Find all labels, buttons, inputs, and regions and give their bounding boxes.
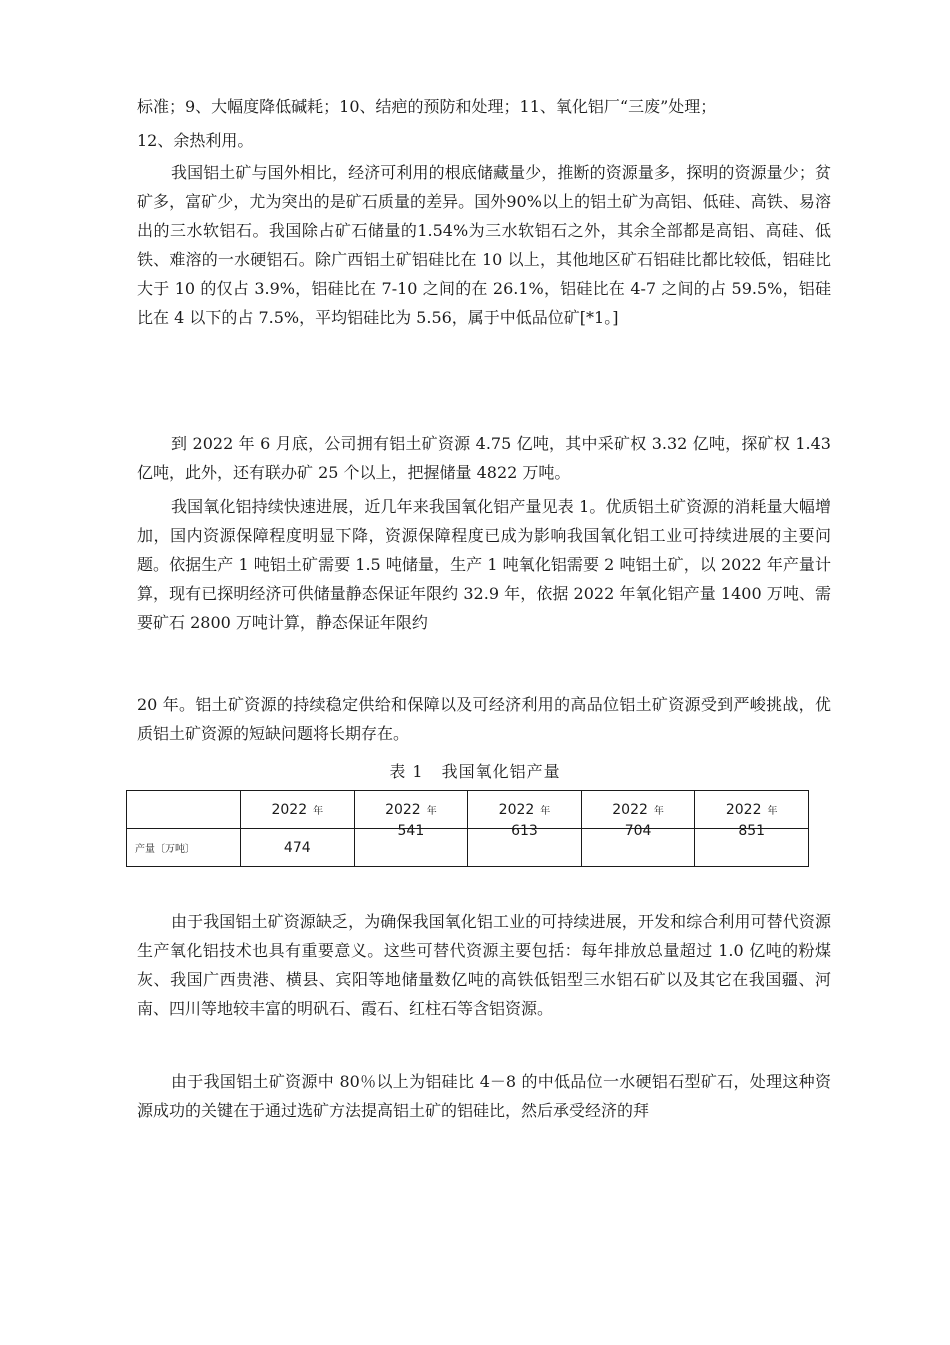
table-header-cell: 2022 年 bbox=[581, 791, 695, 829]
table-caption-title: 我国氧化铝产量 bbox=[441, 762, 561, 781]
paragraph-alternative-resources: 由于我国铝土矿资源缺乏，为确保我国氧化铝工业的可持续进展，开发和综合利用可替代资源生产氧化铝技术也具有重要意义。这些可替代资源主要包括：每年排放总量超过 1.0 亿吨的粉煤灰、我国广西贵港、横县、宾阳等地储量数亿吨的高铁低铝型三水铝石矿以及其它在我国疆、河南、四川等地较丰富的明矾石、霞石、红柱石等含铝资源。 bbox=[137, 912, 831, 1018]
table-caption bbox=[0, 760, 950, 784]
paragraph-continuation-line-2: 12、余热利用。 bbox=[137, 131, 254, 150]
paragraph-bauxite-comparison: 我国铝土矿与国外相比，经济可利用的根底储藏量少，推断的资源量多，探明的资源量少；贫矿多，富矿少，尤为突出的是矿石质量的差异。国外90%以上的铝土矿为高铝、低硅、高铁、易溶出的三水软铝石。我国除占矿石储量的1.54%为三水软铝石之外，其余全部都是高铝、高硅、低铁、难溶的一水硬铝石。除广西铝土矿铝硅比在 10 以上，其他地区矿石铝硅比都比较低，铝硅比大于 10 的仅占 3.9%，铝硅比在 7-10 之间的在 26.1%，铝硅比在 4-7 之间的占 59.5%，铝硅比在 4 以下的占 7.5%，平均铝硅比为 5.56，属于中低品位矿[*1。] bbox=[137, 163, 831, 327]
table-header-cell: 2022 年 bbox=[468, 791, 582, 829]
table-header-cell: 2022 年 bbox=[354, 791, 468, 829]
table-cell bbox=[354, 823, 468, 867]
table-header-cell: 2022 年 bbox=[695, 791, 809, 829]
table-header-cell: 2022 年 bbox=[241, 791, 355, 829]
output-value: 851 bbox=[738, 823, 766, 839]
table-row-label: 产量〔万吨〕 bbox=[127, 829, 241, 867]
paragraph-alumina-development-tail: 20 年。铝土矿资源的持续稳定供给和保障以及可经济利用的高品位铝土矿资源受到严峻挑战，优质铝土矿资源的短缺问题将长期存在。 bbox=[137, 695, 831, 743]
table-caption-number: 表 1 bbox=[389, 762, 424, 781]
output-value: 704 bbox=[624, 823, 652, 839]
table-cell bbox=[581, 823, 695, 867]
output-value: 541 bbox=[397, 823, 425, 839]
output-value: 613 bbox=[511, 823, 538, 839]
table-row bbox=[127, 829, 809, 867]
output-value: 474 bbox=[283, 840, 311, 856]
paragraph-continuation-line-1: 标准；9、大幅度降低碱耗；10、结疤的预防和处理；11、氧化铝厂“三废”处理； bbox=[137, 97, 717, 116]
table-cell bbox=[695, 823, 809, 867]
table-cell bbox=[468, 823, 582, 867]
paragraph-company-resources: 到 2022 年 6 月底，公司拥有铝土矿资源 4.75 亿吨，其中采矿权 3.32 亿吨，探矿权 1.43 亿吨，此外，还有联办矿 25 个以上，把握储量 4822 万吨。 bbox=[137, 434, 831, 482]
paragraph-alumina-development: 我国氧化铝持续快速进展，近几年来我国氧化铝产量见表 1。优质铝土矿资源的消耗量大幅增加，国内资源保障程度明显下降，资源保障程度已成为影响我国氧化铝工业可持续进展的主要问题。依据生产 1 吨铝土矿需要 1.5 吨储量，生产 1 吨氧化铝需要 2 吨铝土矿，以 2022 年产量计算，现有已探明经济可供储量静态保证年限约 32.9 年，依据 2022 年氧化铝产量 1400 万吨、需要矿石 2800 万吨计算，静态保证年限约 bbox=[137, 497, 831, 632]
alumina-output-table bbox=[126, 790, 809, 867]
table-corner-cell bbox=[127, 791, 241, 829]
table-cell bbox=[241, 829, 355, 867]
paragraph-beneficiation: 由于我国铝土矿资源中 80％以上为铝硅比 4－8 的中低品位一水硬铝石型矿石，处理这种资源成功的关键在于通过选矿方法提高铝土矿的铝硅比，然后承受经济的拜 bbox=[137, 1072, 831, 1120]
